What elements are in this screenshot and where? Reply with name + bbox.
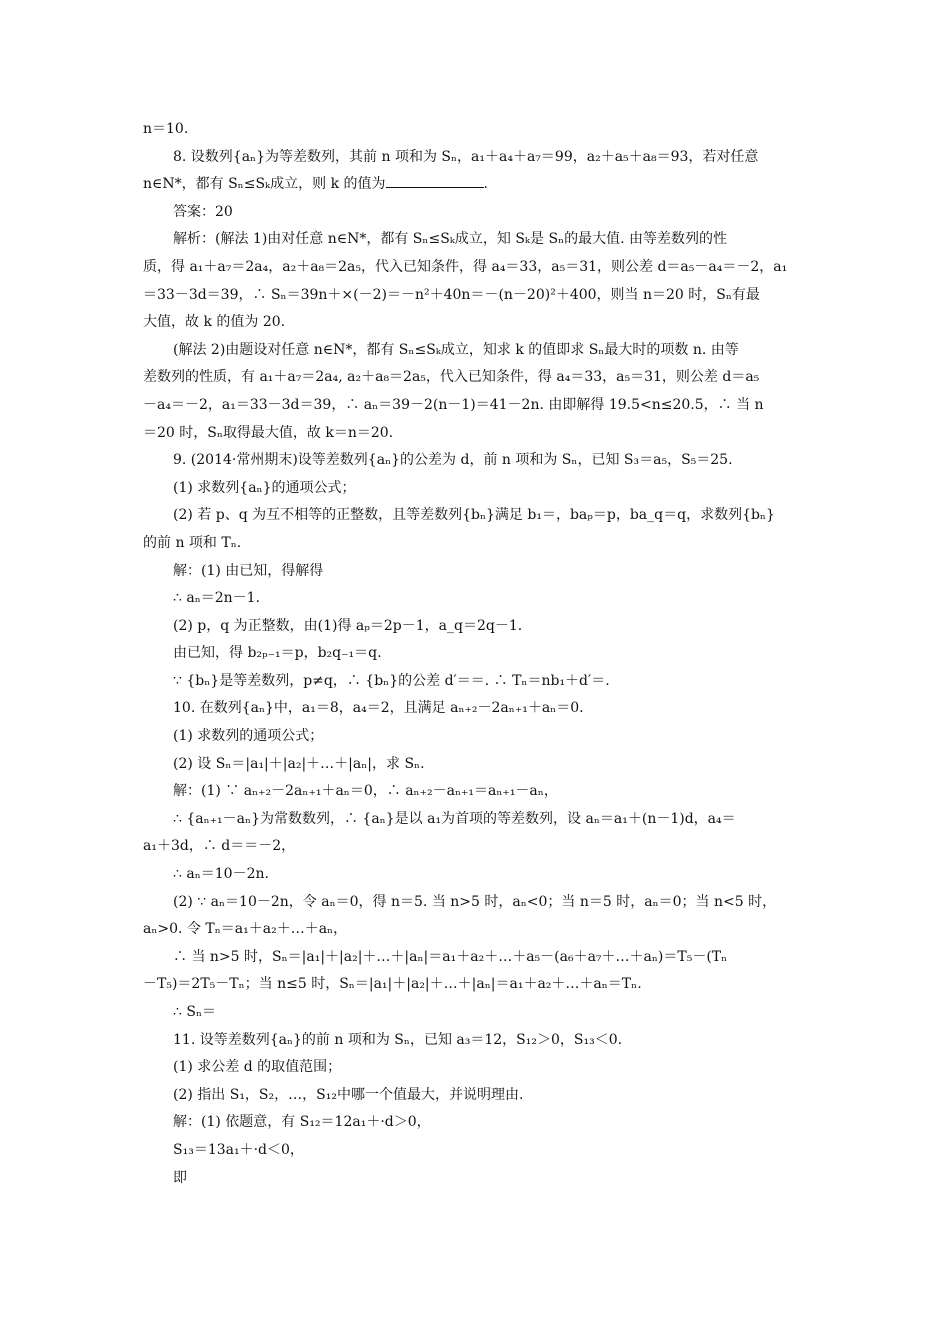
text-line: 解：(1) 由已知，得解得: [173, 562, 324, 579]
text-line: ∴ aₙ＝10－2n.: [173, 866, 269, 883]
text-line: 大值，故 k 的值为 20.: [143, 314, 286, 331]
text-line: (1) 求数列{aₙ}的通项公式；: [173, 479, 356, 496]
text-line: (2) ∵ aₙ＝10－2n，令 aₙ＝0，得 n＝5. 当 n>5 时，aₙ<0；当 n＝5 时，aₙ＝0；当 n<5 时，: [173, 893, 777, 910]
text-line: －T₅)＝2T₅－Tₙ；当 n≤5 时，Sₙ＝|a₁|＋|a₂|＋…＋|aₙ|＝a₁＋a₂＋…＋aₙ＝Tₙ.: [143, 976, 642, 993]
text-line: 解析：(解法 1)由对任意 n∈N*，都有 Sₙ≤Sₖ成立，知 Sₖ是 Sₙ的最大值. 由等差数列的性: [173, 231, 728, 248]
text-line: ＝20 时，Sₙ取得最大值，故 k＝n＝20.: [143, 424, 394, 441]
text-line: ∵ {bₙ}是等差数列，p≠q，∴ {bₙ}的公差 d′＝＝. ∴ Tₙ＝nb₁＋d′＝.: [173, 672, 610, 689]
problem-8-answer: 答案：20: [173, 203, 233, 220]
text-line: aₙ>0. 令 Tₙ＝a₁＋a₂＋…＋aₙ，: [143, 921, 348, 938]
text-line: ∴ {aₙ₊₁－aₙ}为常数数列，∴ {aₙ}是以 a₁为首项的等差数列，设 aₙ＝a₁＋(n－1)d，a₄＝: [173, 810, 736, 827]
text-line: 由已知，得 b₂ₚ₋₁＝p，b₂q₋₁＝q.: [173, 645, 382, 662]
text-line: S₁₃＝13a₁＋·d＜0，: [173, 1141, 304, 1158]
document-body: [143, 116, 823, 1192]
text-line: (1) 求公差 d 的取值范围；: [173, 1059, 342, 1076]
text-line: 的前 n 项和 Tₙ.: [143, 534, 242, 551]
text-line: －a₄＝－2，a₁＝33－3d＝39，∴ aₙ＝39－2(n－1)＝41－2n. 由即解得 19.5<n≤20.5，∴ 当 n: [143, 396, 764, 413]
problem-11-statement: 11. 设等差数列{aₙ}的前 n 项和为 Sₙ，已知 a₃＝12，S₁₂＞0，S₁₃＜0.: [173, 1031, 623, 1048]
text-line: ∴ aₙ＝2n－1.: [173, 590, 261, 607]
problem-10-statement: 10. 在数列{aₙ}中，a₁＝8，a₄＝2，且满足 aₙ₊₂－2aₙ₊₁＋aₙ＝0.: [173, 700, 584, 717]
text-line: (2) p，q 为正整数，由(1)得 aₚ＝2p－1，a_q＝2q－1.: [173, 617, 523, 634]
text-line: ∴ 当 n>5 时，Sₙ＝|a₁|＋|a₂|＋…＋|aₙ|＝a₁＋a₂＋…＋a₅－(a₆＋a₇＋…＋aₙ)＝T₅－(Tₙ: [173, 948, 728, 965]
text-line: 质，得 a₁＋a₇＝2a₄，a₂＋a₈＝2a₅，代入已知条件，得 a₄＝33，a₅＝31，则公差 d＝a₅－a₄＝－2，a₁: [143, 258, 788, 275]
text-line: 解：(1) 依题意，有 S₁₂＝12a₁＋·d＞0，: [173, 1114, 431, 1131]
problem-9-statement: 9. (2014·常州期末)设等差数列{aₙ}的公差为 d，前 n 项和为 Sₙ，已知 S₃＝a₅，S₅＝25.: [173, 452, 733, 469]
text-line: n＝10.: [143, 121, 189, 137]
text-line: (2) 设 Sₙ＝|a₁|＋|a₂|＋…＋|aₙ|，求 Sₙ.: [173, 755, 425, 772]
text-line: (2) 指出 S₁，S₂，…，S₁₂中哪一个值最大，并说明理由.: [173, 1086, 524, 1103]
text-line: ∴ Sₙ＝: [173, 1004, 217, 1020]
text-line: (解法 2)由题设对任意 n∈N*，都有 Sₙ≤Sₖ成立，知求 k 的值即求 Sₙ最大时的项数 n. 由等: [173, 341, 739, 358]
text-line: 解：(1) ∵ aₙ₊₂－2aₙ₊₁＋aₙ＝0，∴ aₙ₊₂－aₙ₊₁＝aₙ₊₁－aₙ，: [173, 783, 558, 800]
text-line: 差数列的性质，有 a₁＋a₇＝2a₄, a₂＋a₈＝2a₅，代入已知条件，得 a₄＝33，a₅＝31，则公差 d＝a₅: [143, 369, 760, 386]
problem-8-statement-cont: n∈N*，都有 Sₙ≤Sₖ成立，则 k 的值为 .: [143, 171, 823, 199]
answer-blank: [386, 172, 484, 188]
text-line: (1) 求数列的通项公式；: [173, 728, 324, 745]
text-line: (2) 若 p、q 为互不相等的正整数，且等差数列{bₙ}满足 b₁＝，baₚ＝p，ba_q＝q，求数列{bₙ}: [173, 507, 775, 524]
text-line: ＝33－3d＝39，∴ Sₙ＝39n＋×(－2)＝－n²＋40n＝－(n－20)²＋400，则当 n＝20 时，Sₙ有最: [143, 286, 760, 303]
text-line: a₁＋3d，∴ d＝＝－2，: [143, 838, 296, 855]
text-line: 即: [173, 1169, 187, 1186]
problem-8-statement: 8. 设数列{aₙ}为等差数列，其前 n 项和为 Sₙ，a₁＋a₄＋a₇＝99，a₂＋a₅＋a₈＝93，若对任意: [173, 148, 759, 165]
